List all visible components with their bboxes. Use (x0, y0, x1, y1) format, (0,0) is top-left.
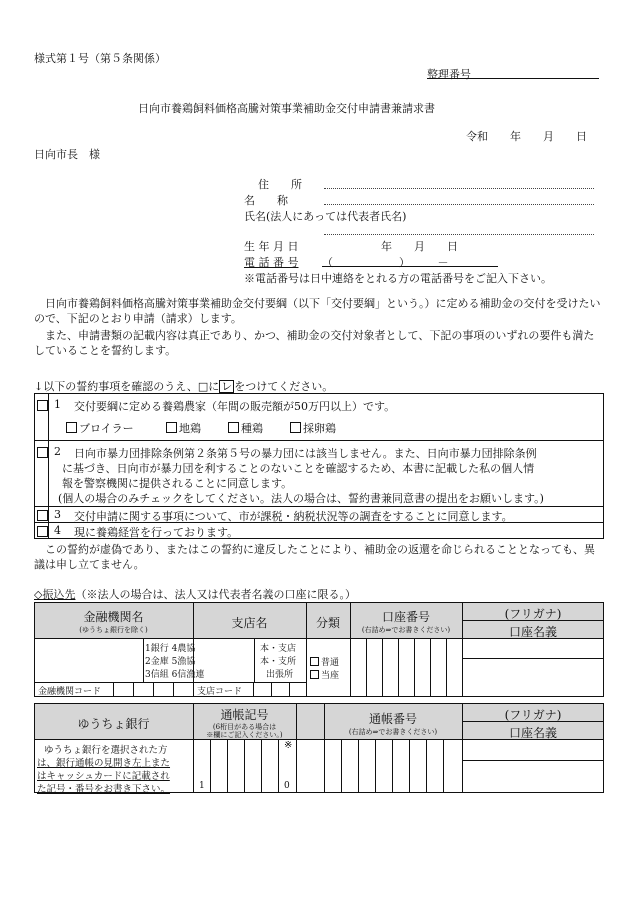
pledge-2-line-3: 報を警察機関に提供されることに同意します。 (62, 477, 293, 490)
yucho-desc-line-3: はキャッシュカードに記載され (37, 771, 170, 782)
book-symbol-sub-1: (6桁目がある場合は (212, 723, 277, 731)
acct-cell (382, 638, 383, 697)
type-header: 分類 (315, 616, 340, 630)
bank-type-line-1[interactable]: 1銀行 4農協 (145, 644, 196, 654)
breeder-checkbox[interactable] (228, 422, 239, 433)
num-cell (443, 739, 444, 793)
farm-type-layer[interactable] (290, 420, 336, 436)
pledge-1-text: 交付要綱に定める養鶏農家（年間の販売額が50万円以上）です。 (74, 400, 396, 413)
yucho-col-divider (296, 703, 297, 793)
farm-type-jidori[interactable] (166, 420, 201, 436)
acct-cell (366, 638, 367, 697)
pledge-3-number: 3 (54, 508, 61, 521)
holder-header: 口座名義 (508, 625, 557, 639)
pledge-divider (48, 393, 49, 539)
phone-note: ※電話番号は日中連絡をとれる方の電話番号をご記入下さい。 (244, 272, 552, 285)
code-cell (173, 682, 174, 697)
jidori-checkbox[interactable] (166, 422, 177, 433)
sym-cell (261, 739, 262, 793)
pledge-intro-a: ↓以下の誓約事項を確認のうえ、□に (34, 380, 220, 393)
broiler-checkbox[interactable] (66, 422, 77, 433)
layer-checkbox[interactable] (290, 422, 301, 433)
page-title: 日向市養鶏飼料価格高騰対策事業補助金交付申請書兼請求書 (138, 102, 435, 115)
transfer-note: （※法人の場合は、法人又は代表者名義の口座に限る。） (75, 588, 356, 601)
bank-type-line-3[interactable]: 3信組 6信漁連 (145, 670, 205, 680)
pledge-check-mark: レ (221, 380, 233, 393)
acct-header: 口座番号 (381, 610, 430, 624)
bank-name-sub: (ゆうちょ銀行を除く) (79, 626, 148, 634)
addressee: 日向市長 様 (34, 148, 100, 161)
num-cell (358, 739, 359, 793)
sym-cell (244, 739, 245, 793)
rep-field[interactable] (324, 234, 594, 235)
phone-underline (322, 266, 498, 267)
pledge-2-line-4: (個人の場合のみチェックをしてください。法人の場合は、誓約書兼同意書の提出をお願いします。) (58, 492, 544, 505)
pledge-intro (34, 378, 333, 394)
date-line[interactable]: 令和 年 月 日 (466, 130, 587, 143)
transfer-label: ◇振込先 (34, 588, 76, 601)
pledge-1-checkbox[interactable] (37, 400, 48, 411)
checking-checkbox[interactable] (310, 670, 319, 679)
branch-type-line-2[interactable]: 本・支所 (260, 657, 297, 667)
jidori-label: 地鶏 (179, 422, 201, 435)
pledge-1-number: 1 (54, 398, 61, 411)
ref-no-label: 整理番号 (427, 68, 471, 81)
yucho-desc-line-2: は、銀行通帳の見開き左上また (37, 758, 171, 769)
pledge-2-line-2: に基づき、日向市が暴力団を利することのないことを確認するため、本書に記載した私の個人情 (62, 462, 535, 475)
bank-name-header: 金融機関名 (83, 610, 144, 624)
yucho-desc-line-1: ゆうちょ銀行を選択された方 (44, 745, 168, 756)
pledge-3-text: 交付申請に関する事項について、市が課税・納税状況等の調査をすることに同意します。 (74, 510, 513, 523)
num-cell (392, 739, 393, 793)
num-cell (426, 739, 427, 793)
breeder-label: 種鶏 (241, 422, 263, 435)
pledge-row-rule (34, 506, 604, 507)
num-cell (375, 739, 376, 793)
bank-inner-divider (254, 638, 255, 682)
yucho-kana-header: (フリガナ) (504, 708, 562, 722)
acct-cell (414, 638, 415, 697)
book-number-sub: (右詰め⇒でお書きください) (348, 728, 438, 736)
address-label: 住 所 (258, 178, 302, 191)
birth-label: 生 年 月 日 (244, 240, 299, 253)
checking-label: 当座 (321, 671, 340, 681)
acct-type-savings[interactable] (310, 655, 339, 668)
bank-code-label: 金融機関コード (38, 687, 102, 697)
address-field[interactable] (324, 188, 594, 189)
farm-type-breeder[interactable] (228, 420, 263, 436)
code-cell (133, 682, 134, 697)
broiler-label: ブロイラー (79, 422, 134, 435)
branch-type-line-1[interactable]: 本・支店 (260, 644, 297, 654)
code-cell (253, 682, 254, 697)
symbol-digit-1: 1 (199, 781, 205, 791)
farm-type-broiler[interactable] (66, 420, 134, 436)
bank-table-rule (462, 658, 604, 659)
pledge-2-line-1: 日向市暴力団排除条例第２条第５号の暴力団には該当しません。また、日向市暴力団排除条例 (74, 447, 537, 460)
phone-label: 電 話 番 号 (244, 256, 299, 269)
bank-table-rule (34, 682, 306, 683)
pledge-row-rule (34, 440, 604, 441)
savings-checkbox[interactable] (310, 657, 319, 666)
pledge-intro-b: をつけてください。 (234, 380, 334, 393)
code-cell (113, 682, 114, 697)
yucho-rule (462, 760, 604, 761)
pledge-4-number: 4 (54, 524, 61, 537)
pledge-2-checkbox[interactable] (37, 447, 48, 458)
pledge-4-checkbox[interactable] (37, 526, 48, 537)
acct-cell (398, 638, 399, 697)
pledge-2-number: 2 (54, 445, 61, 458)
pledge-3-checkbox[interactable] (37, 510, 48, 521)
acct-cell (430, 638, 431, 697)
branch-header: 支店名 (231, 616, 268, 630)
name-field[interactable] (324, 204, 594, 205)
num-cell (341, 739, 342, 793)
acct-cell (446, 638, 447, 697)
ref-no-field[interactable] (427, 78, 599, 79)
branch-type-line-3[interactable]: 出張所 (266, 670, 294, 680)
code-cell (153, 682, 154, 697)
symbol-digit-0: 0 (284, 781, 290, 791)
form-number: 様式第１号（第５条関係） (34, 52, 166, 65)
yucho-header: ゆうちょ銀行 (77, 717, 150, 731)
sixth-digit-mark: ※ (284, 740, 293, 751)
acct-type-checking[interactable] (310, 668, 339, 681)
bank-inner-divider (143, 638, 144, 682)
sym-cell (278, 739, 279, 793)
book-symbol-sub-2: ※欄にご記入ください。) (206, 731, 283, 739)
phone-field[interactable]: （ ） － (322, 256, 449, 269)
transfer-heading (34, 586, 356, 602)
birth-field[interactable]: 年 月 日 (381, 240, 458, 253)
closing-statement: この誓約が虚偽であり、またはこの誓約に違反したことにより、補助金の返還を命じられることとなっても、異議は申し立てません。 (34, 543, 595, 571)
pledge-4-text: 現に養鶏経営を行っております。 (74, 526, 239, 539)
kana-header: (フリガナ) (504, 607, 562, 621)
rep-label: 氏名(法人にあっては代表者氏名) (244, 210, 407, 223)
code-cell (271, 682, 272, 697)
layer-label: 採卵鶏 (303, 422, 336, 435)
bank-type-line-2[interactable]: 2金庫 5漁協 (145, 657, 196, 667)
num-cell (409, 739, 410, 793)
sym-cell (210, 739, 211, 793)
savings-label: 普通 (321, 658, 340, 668)
yucho-holder-header: 口座名義 (508, 726, 557, 740)
acct-sub: (右詰め⇒でお書きください) (361, 626, 451, 634)
book-number-header: 通帳番号 (368, 712, 417, 726)
name-label: 名 称 (244, 194, 288, 207)
yucho-desc-line-4: た記号・番号をお書き下さい。 (37, 784, 171, 795)
body-paragraph-1: 日向市養鶏飼料価格高騰対策事業補助金交付要綱（以下「交付要綱」という。）に定める補助金の交付を受けたいので、下記のとおり申請（請求）します。 (34, 297, 601, 325)
book-symbol-header: 通帳記号 (220, 708, 269, 722)
branch-code-label: 支店コード (197, 687, 243, 697)
body-paragraph-2: また、申請書類の記載内容は真正であり、かつ、補助金の交付対象者として、下記の事項のいずれの要件も満たしていることを誓約します。 (34, 329, 595, 357)
sym-cell (227, 739, 228, 793)
code-cell (289, 682, 290, 697)
